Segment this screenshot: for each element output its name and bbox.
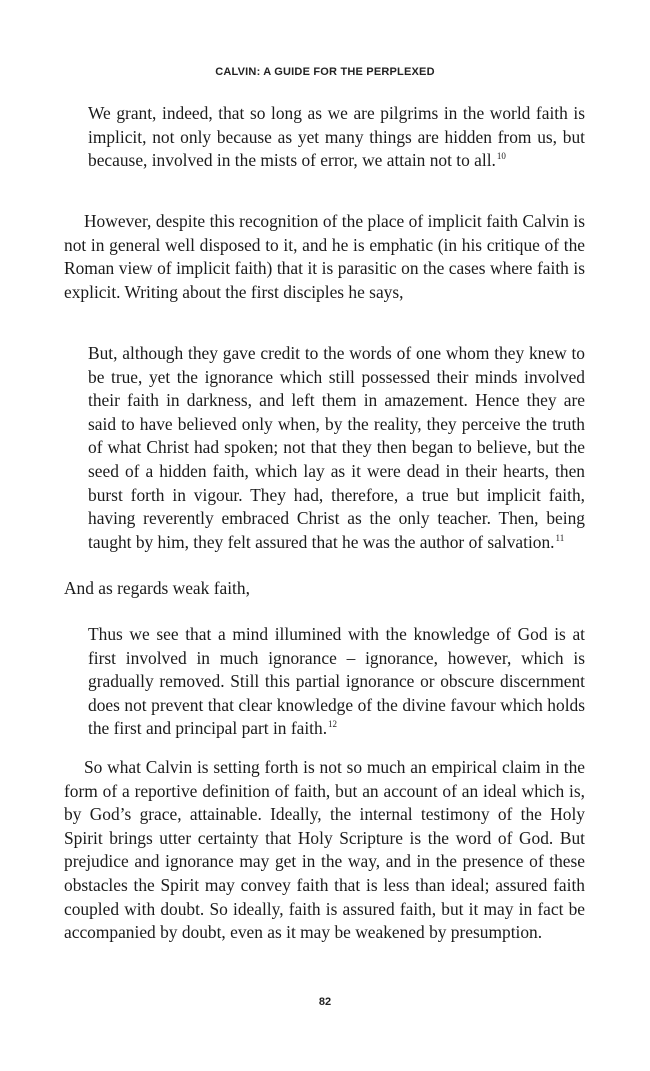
- body-paragraph-1-text: However, despite this recognition of the place of implicit faith Calvin is not in general well disposed to it, and he is emphatic (in his critique of the Roman view of implicit faith) that it is parasitic on the cases where faith is explicit. Writing about the first disciples he says,: [64, 211, 585, 302]
- body-paragraph-2: [64, 577, 585, 601]
- body-paragraph-2-text: And as regards weak faith,: [64, 578, 250, 598]
- footnote-ref-12[interactable]: 12: [328, 719, 338, 730]
- body-paragraph-1: [64, 210, 585, 304]
- body-paragraph-3-text: So what Calvin is setting forth is not so much an empirical claim in the form of a reportive definition of faith, but an account of an ideal which is, by God’s grace, attainable. Ideally, the internal testimony of the Holy Spirit brings utter certainty that Holy Scripture is the word of God. But prejudice and ignorance may get in the way, and in the presence of these obstacles the Spirit may convey faith that is less than ideal; assured faith coupled with doubt. So ideally, faith is assured faith, but it may in fact be accompanied by doubt, even as it may be weakened by presumption.: [64, 757, 585, 943]
- page-number: 82: [318, 996, 332, 1008]
- block-quote-2-text: But, although they gave credit to the words of one whom they knew to be true, yet the ignorance which still possessed their minds involved their faith in darkness, and left them in amazement. Hence they are said to have believed only when, by the reality, they perceive the truth of what Christ had spoken; not that they then began to believe, but the seed of a hidden faith, which lay as it were dead in their hearts, then burst forth in vigour. They had, therefore, a true but implicit faith, having reverently embraced Christ as the only teacher. Then, being taught by him, they felt assured that he was the author of salvation.$^{11}$: [88, 343, 585, 552]
- block-quote-1-text: We grant, indeed, that so long as we are pilgrims in the world faith is implicit, not only because as yet many things are hidden from us, but because, involved in the mists of error, we attain not to all.$^{10}$: [88, 103, 585, 171]
- block-quote-3: [88, 623, 585, 741]
- block-quote-1: [88, 102, 585, 173]
- footnote-ref-10[interactable]: 10: [496, 151, 506, 162]
- body-paragraph-3: [64, 756, 585, 945]
- running-head: CALVIN: A GUIDE FOR THE PERPLEXED: [215, 66, 435, 78]
- block-quote-3-text: Thus we see that a mind illumined with the knowledge of God is at first involved in much ignorance – ignorance, however, which is gradually removed. Still this partial ignorance or obscure discernment does not prevent that clear knowledge of the divine favour which holds the first and principal part in faith.$^{12}$: [88, 624, 585, 739]
- footnote-ref-11[interactable]: 11: [555, 532, 565, 543]
- block-quote-2: [88, 342, 585, 554]
